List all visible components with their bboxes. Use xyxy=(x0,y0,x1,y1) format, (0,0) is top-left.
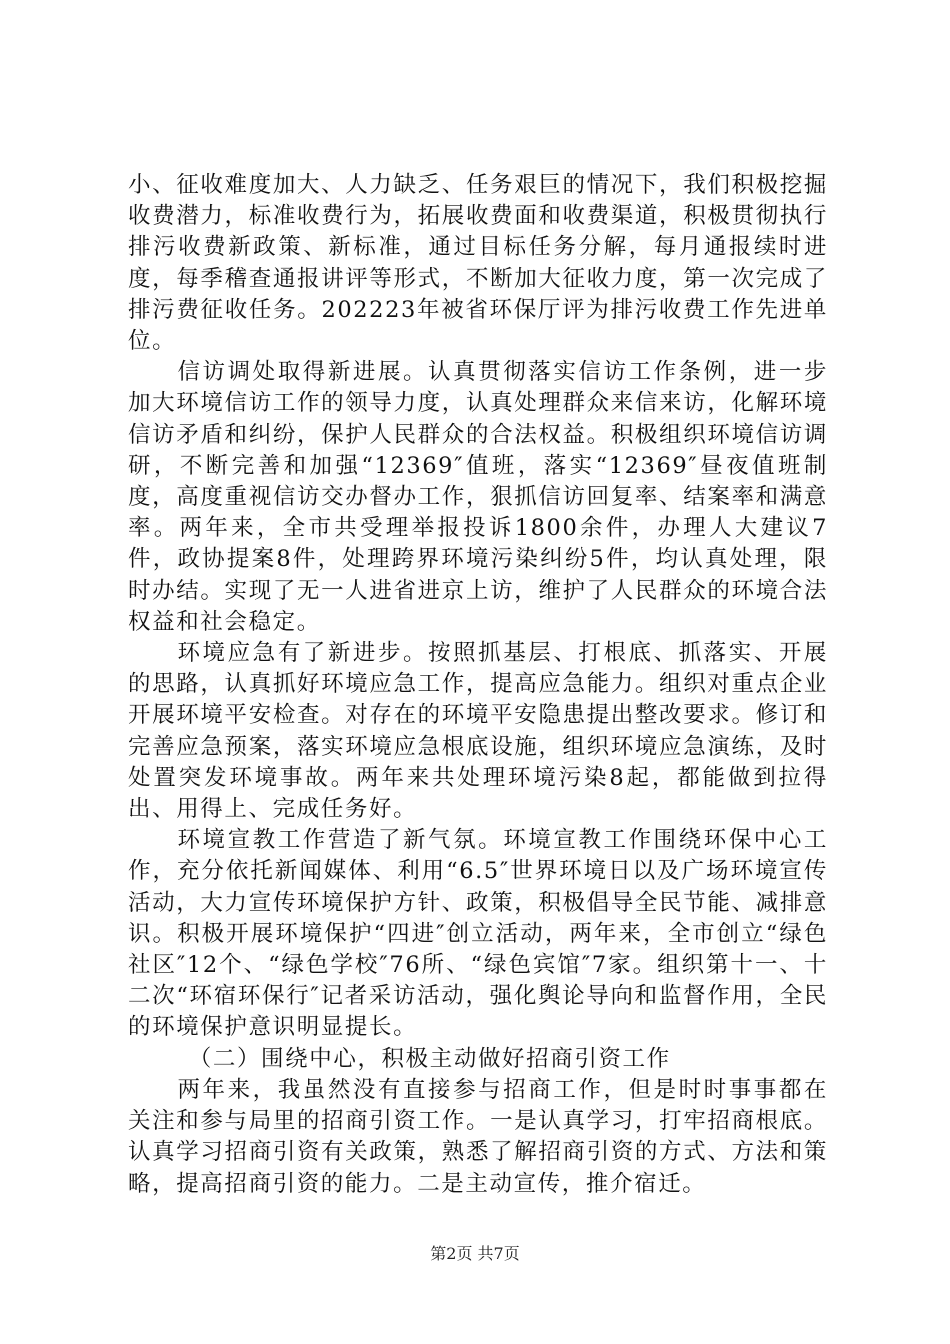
paragraph-fee-collection: 小、征收难度加大、人力缺乏、任务艰巨的情况下，我们积极挖掘收费潜力，标准收费行为，拓展收费面和收费渠道，积极贯彻执行排污收费新政策、新标准，通过目标任务分解，每月通报续时进度，每季稽查通报讲评等形式，不断加大征收力度，第一次完成了排污费征收任务。202223年被省环保厅评为排污收费工作先进单位。 xyxy=(128,172,828,355)
paragraph-petition: 信访调处取得新进展。认真贯彻落实信访工作条例，进一步加大环境信访工作的领导力度，认真处理群众来信来访，化解环境信访矛盾和纠纷，保护人民群众的合法权益。积极组织环境信访调研，不断完善和加强“12369″值班，落实“12369″昼夜值班制度，高度重视信访交办督办工作，狠抓信访回复率、结案率和满意率。两年来，全市共受理举报投诉1800余件，办理人大建议7件，政协提案8件，处理跨界环境污染纠纷5件，均认真处理，限时办结。实现了无一人进省进京上访，维护了人民群众的环境合法权益和社会稳定。 xyxy=(128,359,828,635)
section-heading-investment: （二）围绕中心，积极主动做好招商引资工作 xyxy=(188,1045,671,1072)
paragraph-emergency: 环境应急有了新进步。按照抓基层、打根底、抓落实、开展的思路，认真抓好环境应急工作，提高应急能力。组织对重点企业开展环境平安检查。对存在的环境平安隐患提出整改要求。修订和完善应急预案，落实环境应急根底设施，组织环境应急演练，及时处置突发环境事故。两年来共处理环境污染8起，都能做到拉得出、用得上、完成任务好。 xyxy=(128,640,828,823)
paragraph-investment: 两年来，我虽然没有直接参与招商工作，但是时时事事都在关注和参与局里的招商引资工作。一是认真学习，打牢招商根底。认真学习招商引资有关政策，熟悉了解招商引资的方式、方法和策略，提高招商引资的能力。二是主动宣传，推介宿迁。 xyxy=(128,1076,828,1197)
document-body xyxy=(128,170,828,1200)
page-footer: 第2页 共7页 xyxy=(430,1244,520,1263)
paragraph-publicity: 环境宣教工作营造了新气氛。环境宣教工作围绕环保中心工作，充分依托新闻媒体、利用“6.5″世界环境日以及广场环境宣传活动，大力宣传环境保护方针、政策，积极倡导全民节能、减排意识。积极开展环境保护“四进″创立活动，两年来，全市创立“绿色社区″12个、“绿色学校″76所、“绿色宾馆″7家。组织第十一、十二次“环宿环保行″记者采访活动，强化舆论导向和监督作用，全民的环境保护意识明显提长。 xyxy=(128,827,828,1041)
